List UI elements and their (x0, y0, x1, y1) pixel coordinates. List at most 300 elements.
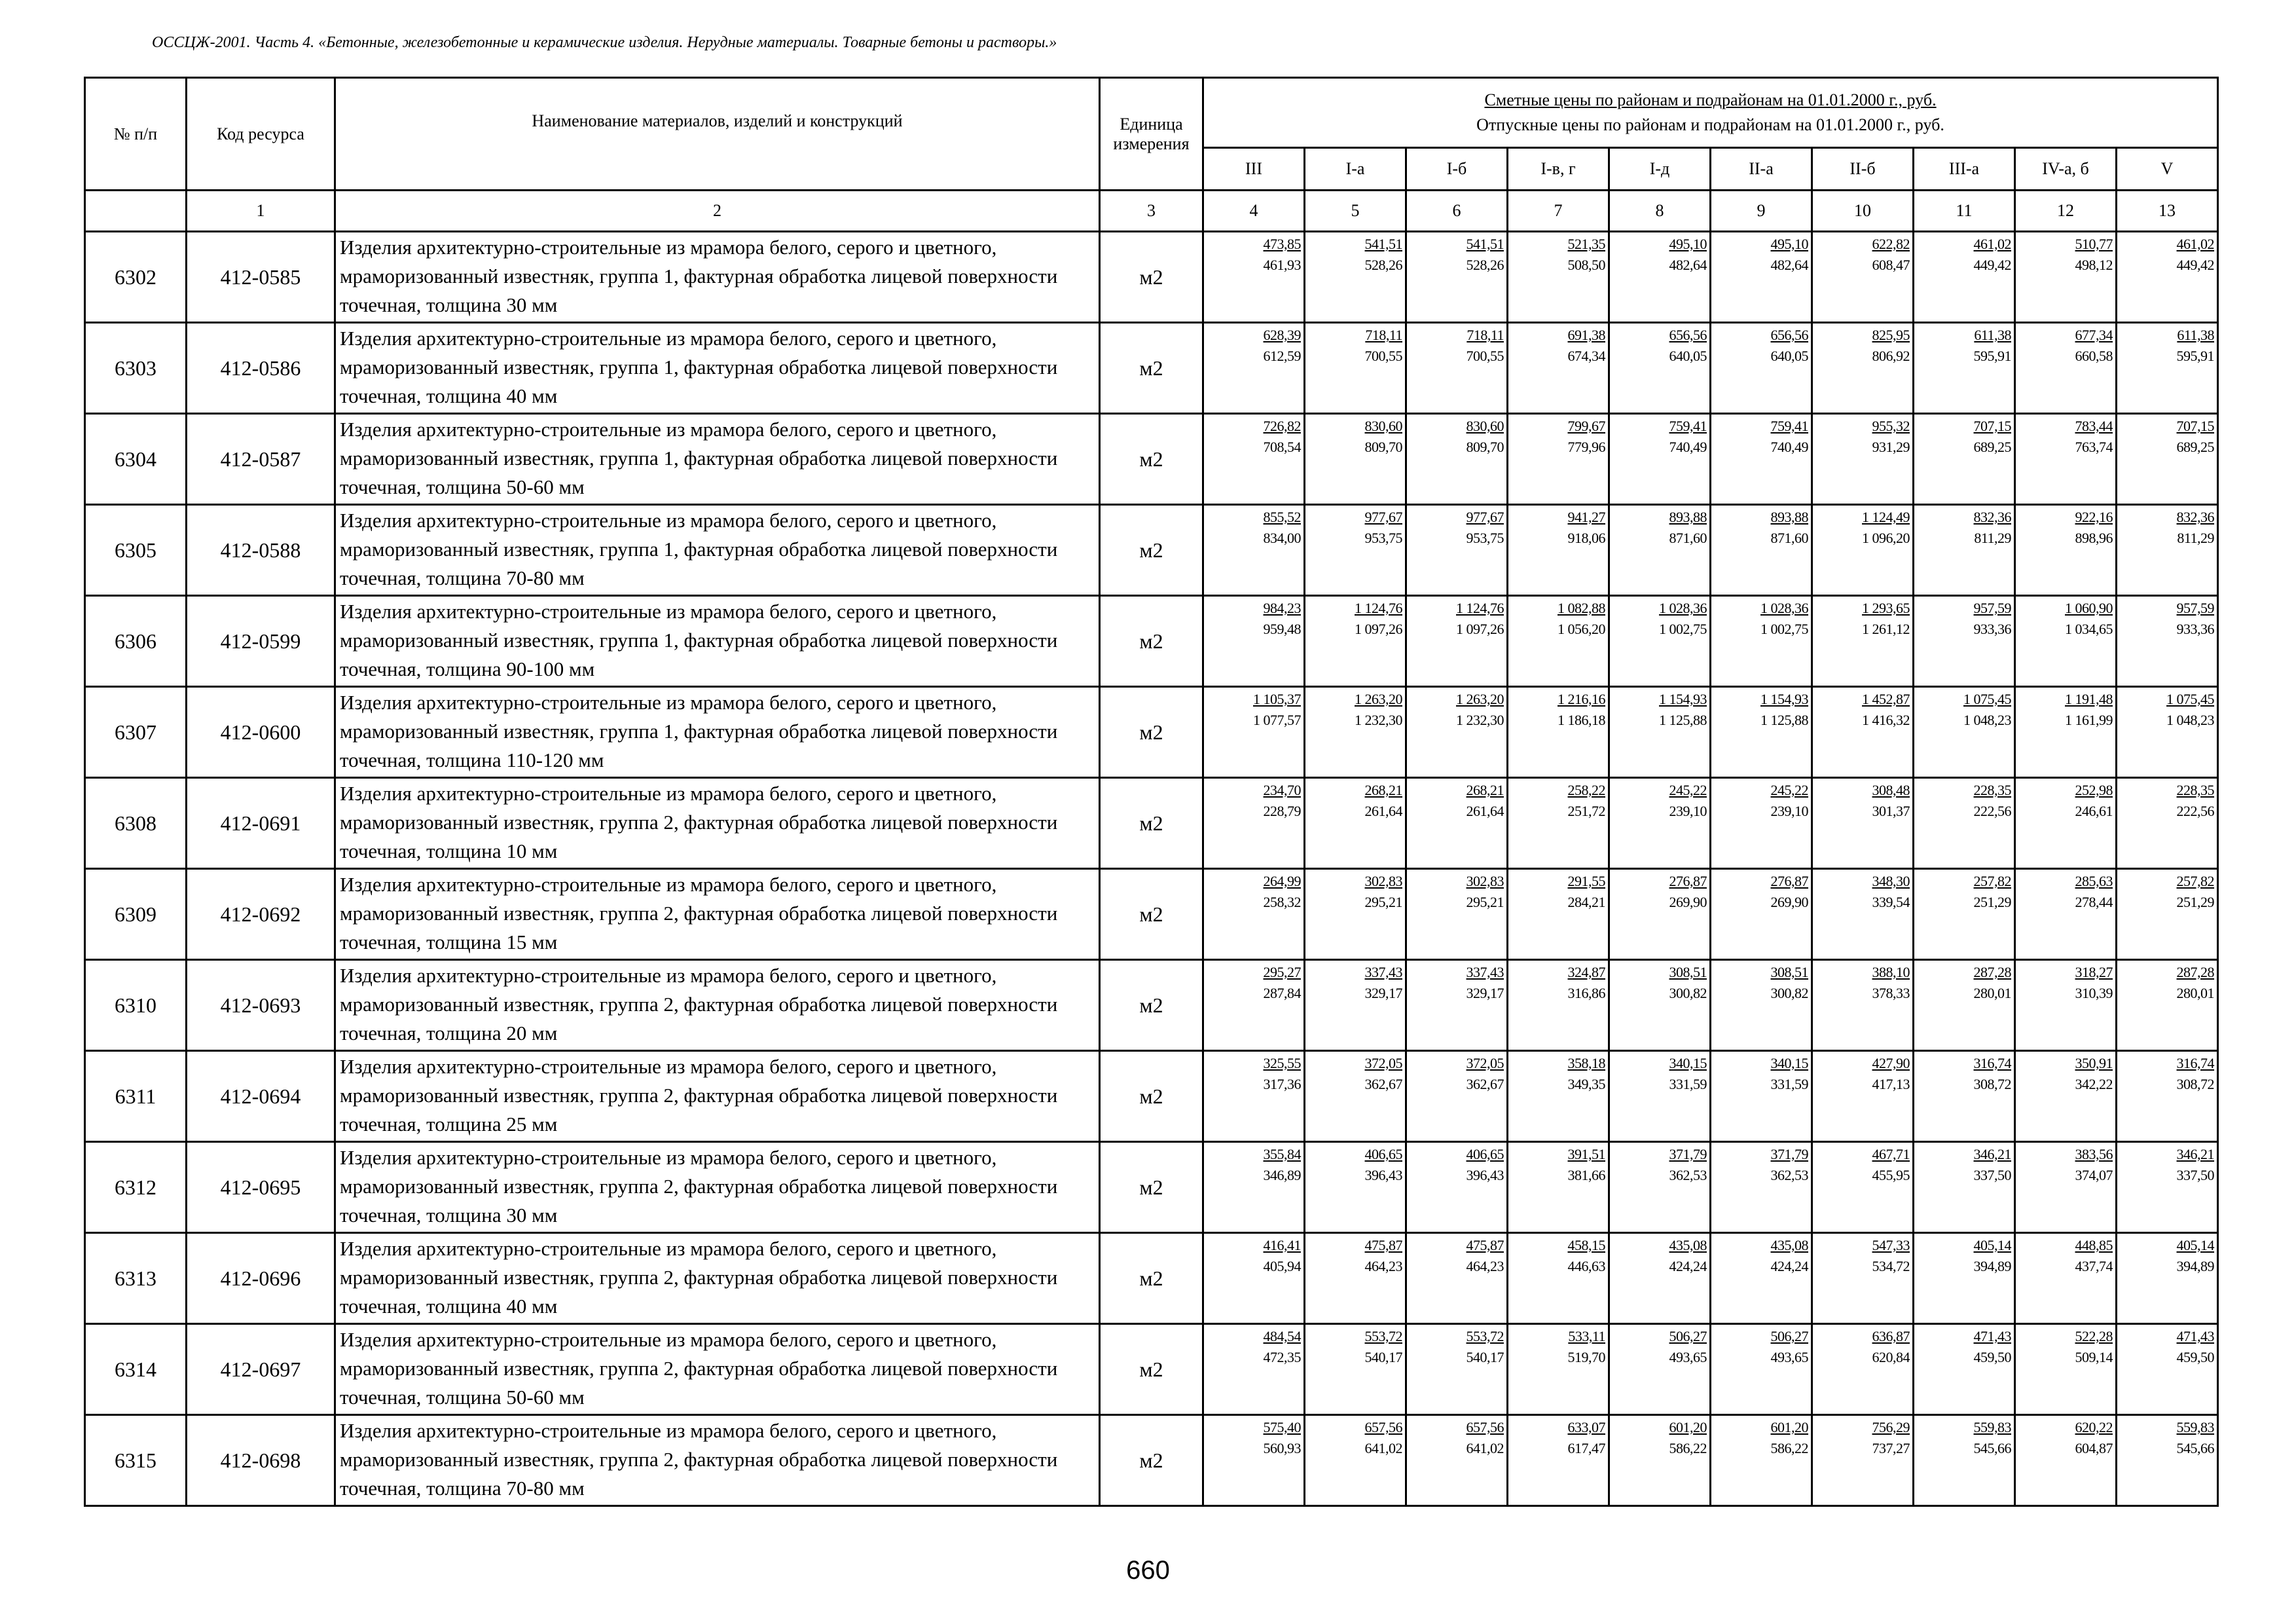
price-cell (2015, 1142, 2117, 1233)
table-row (85, 1233, 2218, 1324)
release-price: 809,70 (1466, 439, 1504, 455)
estimate-price: 461,02 (2176, 236, 2215, 252)
release-price: 1 034,65 (2065, 621, 2113, 637)
release-price: 1 232,30 (1355, 712, 1402, 728)
release-price: 586,22 (1770, 1440, 1808, 1456)
resource-code: 412-0599 (187, 596, 335, 687)
release-price: 482,64 (1770, 257, 1808, 273)
unit: м2 (1100, 960, 1203, 1051)
price-cell (2015, 323, 2117, 414)
estimate-price: 1 191,48 (2065, 691, 2113, 707)
price-cell (1203, 1142, 1305, 1233)
price-cell (1508, 323, 1609, 414)
price-cell (1711, 414, 1812, 505)
release-price: 953,75 (1364, 530, 1402, 546)
price-cell (2117, 505, 2218, 596)
header-region: II-б (1812, 148, 1914, 191)
price-cell (2015, 869, 2117, 960)
price-cell (2015, 1051, 2117, 1142)
estimate-price: 234,70 (1263, 782, 1301, 798)
estimate-price: 1 452,87 (1862, 691, 1910, 707)
release-price: 1 048,23 (1963, 712, 2011, 728)
estimate-price: 371,79 (1669, 1146, 1707, 1162)
price-cell (1406, 778, 1508, 869)
price-cell (2015, 687, 2117, 778)
estimate-price: 553,72 (1466, 1328, 1504, 1344)
price-cell (1609, 1051, 1711, 1142)
material-name: Изделия архитектурно-строительные из мрамора белого, серого и цветного, мраморизованный известняк, группа 1, фактурная обработка лицевой поверхности точечная, толщина 110-120 мм (335, 687, 1100, 778)
price-cell (1812, 960, 1914, 1051)
estimate-price: 427,90 (1872, 1055, 1910, 1071)
table-row (85, 505, 2218, 596)
estimate-price: 707,15 (2176, 418, 2215, 434)
estimate-price: 495,10 (1669, 236, 1707, 252)
price-cell (1609, 1324, 1711, 1415)
price-cell (2015, 414, 2117, 505)
release-price: 811,29 (1974, 530, 2011, 546)
table-row (85, 414, 2218, 505)
estimate-price: 383,56 (2075, 1146, 2113, 1162)
estimate-price: 830,60 (1364, 418, 1402, 434)
release-price: 641,02 (1364, 1440, 1402, 1456)
release-price: 959,48 (1263, 621, 1301, 637)
estimate-price: 308,51 (1669, 964, 1707, 980)
release-price: 871,60 (1770, 530, 1808, 546)
release-price: 396,43 (1364, 1167, 1402, 1183)
price-cell (1812, 1142, 1914, 1233)
column-number: 2 (335, 191, 1100, 232)
estimate-price: 388,10 (1872, 964, 1910, 980)
estimate-price: 257,82 (1973, 873, 2011, 889)
release-price: 1 261,12 (1862, 621, 1910, 637)
table-row (85, 1142, 2218, 1233)
estimate-price: 435,08 (1770, 1237, 1808, 1253)
estimate-price: 1 105,37 (1253, 691, 1301, 707)
material-name: Изделия архитектурно-строительные из мрамора белого, серого и цветного, мраморизованный известняк, группа 2, фактурная обработка лицевой поверхности точечная, толщина 10 мм (335, 778, 1100, 869)
estimate-price: 475,87 (1466, 1237, 1504, 1253)
price-cell (1609, 778, 1711, 869)
release-price: 464,23 (1364, 1258, 1402, 1274)
price-cell (1203, 1324, 1305, 1415)
price-cell (1305, 414, 1406, 505)
estimate-price: 799,67 (1567, 418, 1605, 434)
release-price: 449,42 (2176, 257, 2215, 273)
estimate-price: 348,30 (1872, 873, 1910, 889)
unit: м2 (1100, 869, 1203, 960)
release-price: 464,23 (1466, 1258, 1504, 1274)
release-price: 337,50 (1973, 1167, 2011, 1183)
price-cell (2015, 1415, 2117, 1506)
release-price: 251,72 (1567, 803, 1605, 819)
price-cell (1203, 323, 1305, 414)
price-cell (1711, 1233, 1812, 1324)
release-price: 461,93 (1263, 257, 1301, 273)
release-price: 931,29 (1872, 439, 1910, 455)
price-cell (1812, 323, 1914, 414)
price-cell (2117, 596, 2218, 687)
estimate-price: 258,22 (1567, 782, 1605, 798)
estimate-price: 325,55 (1263, 1055, 1301, 1071)
page-header-title: ОССЦЖ-2001. Часть 4. «Бетонные, железобетонные и керамические изделия. Нерудные материалы. Товарные бетоны и растворы.» (152, 34, 1057, 51)
estimate-price: 337,43 (1466, 964, 1504, 980)
estimate-price: 830,60 (1466, 418, 1504, 434)
price-cell (1508, 1415, 1609, 1506)
release-price: 331,59 (1669, 1076, 1707, 1092)
release-price: 700,55 (1466, 348, 1504, 364)
release-price: 222,56 (1973, 803, 2011, 819)
estimate-price: 318,27 (2075, 964, 2113, 980)
release-price: 405,94 (1263, 1258, 1301, 1274)
row-number: 6302 (85, 232, 187, 323)
estimate-price: 302,83 (1466, 873, 1504, 889)
price-cell (1812, 778, 1914, 869)
price-cell (1914, 869, 2015, 960)
price-cell (1812, 596, 1914, 687)
material-name: Изделия архитектурно-строительные из мрамора белого, серого и цветного, мраморизованный известняк, группа 1, фактурная обработка лицевой поверхности точечная, толщина 70-80 мм (335, 505, 1100, 596)
estimate-price: 832,36 (1973, 509, 2011, 525)
release-price: 346,89 (1263, 1167, 1301, 1183)
release-price: 1 186,18 (1558, 712, 1605, 728)
estimate-price: 893,88 (1770, 509, 1808, 525)
price-cell (1914, 1324, 2015, 1415)
release-price: 239,10 (1669, 803, 1707, 819)
price-cell (1914, 1051, 2015, 1142)
price-cell (2117, 778, 2218, 869)
material-name: Изделия архитектурно-строительные из мрамора белого, серого и цветного, мраморизованный известняк, группа 2, фактурная обработка лицевой поверхности точечная, толщина 30 мм (335, 1142, 1100, 1233)
estimate-price: 825,95 (1872, 327, 1910, 343)
price-cell (1914, 323, 2015, 414)
unit: м2 (1100, 1415, 1203, 1506)
column-number: 10 (1812, 191, 1914, 232)
estimate-price: 471,43 (2176, 1328, 2215, 1344)
header-name: Наименование материалов, изделий и конструкций (335, 78, 1100, 191)
release-price: 329,17 (1466, 985, 1504, 1001)
price-cell (1508, 414, 1609, 505)
column-number: 12 (2015, 191, 2117, 232)
estimate-price: 759,41 (1770, 418, 1808, 434)
release-price: 349,35 (1567, 1076, 1605, 1092)
release-price: 834,00 (1263, 530, 1301, 546)
price-cell (1711, 778, 1812, 869)
column-number: 11 (1914, 191, 2015, 232)
estimate-price: 759,41 (1669, 418, 1707, 434)
unit: м2 (1100, 596, 1203, 687)
price-cell (1711, 687, 1812, 778)
row-number: 6310 (85, 960, 187, 1051)
release-price: 228,79 (1263, 803, 1301, 819)
estimate-price: 575,40 (1263, 1419, 1301, 1435)
header-region: IV-а, б (2015, 148, 2117, 191)
estimate-price: 941,27 (1567, 509, 1605, 525)
material-name: Изделия архитектурно-строительные из мрамора белого, серого и цветного, мраморизованный известняк, группа 1, фактурная обработка лицевой поверхности точечная, толщина 30 мм (335, 232, 1100, 323)
price-cell (1203, 869, 1305, 960)
estimate-price: 1 075,45 (2166, 691, 2215, 707)
unit: м2 (1100, 1233, 1203, 1324)
estimate-price: 461,02 (1973, 236, 2011, 252)
price-cell (2015, 1233, 2117, 1324)
estimate-price: 475,87 (1364, 1237, 1402, 1253)
release-price: 493,65 (1669, 1349, 1707, 1365)
price-cell (1508, 1233, 1609, 1324)
estimate-price: 350,91 (2075, 1055, 2113, 1071)
price-cell (1406, 1051, 1508, 1142)
price-cell (1305, 1415, 1406, 1506)
price-cell (1609, 1142, 1711, 1233)
estimate-price: 268,21 (1364, 782, 1402, 798)
price-cell (2015, 596, 2117, 687)
estimate-price: 435,08 (1669, 1237, 1707, 1253)
price-cell (2117, 1415, 2218, 1506)
row-number: 6311 (85, 1051, 187, 1142)
price-cell (2015, 232, 2117, 323)
price-cell (2117, 232, 2218, 323)
release-price: 540,17 (1466, 1349, 1504, 1365)
row-number: 6306 (85, 596, 187, 687)
release-price: 455,95 (1872, 1167, 1910, 1183)
row-number: 6314 (85, 1324, 187, 1415)
price-cell (1812, 1051, 1914, 1142)
column-number: 5 (1305, 191, 1406, 232)
price-table (84, 77, 2219, 1507)
price-cell (1508, 1324, 1609, 1415)
column-number: 4 (1203, 191, 1305, 232)
price-cell (1508, 1051, 1609, 1142)
release-price: 437,74 (2075, 1258, 2113, 1274)
release-price: 251,29 (1973, 894, 2011, 910)
estimate-price: 1 060,90 (2065, 600, 2113, 616)
unit: м2 (1100, 1051, 1203, 1142)
estimate-price: 783,44 (2075, 418, 2113, 434)
resource-code: 412-0694 (187, 1051, 335, 1142)
estimate-price: 1 028,36 (1760, 600, 1808, 616)
resource-code: 412-0698 (187, 1415, 335, 1506)
release-price: 308,72 (1973, 1076, 2011, 1092)
release-price: 378,33 (1872, 985, 1910, 1001)
resource-code: 412-0600 (187, 687, 335, 778)
price-cell (1406, 1233, 1508, 1324)
table-row (85, 687, 2218, 778)
estimate-price: 405,14 (2176, 1237, 2215, 1253)
unit: м2 (1100, 1142, 1203, 1233)
estimate-price: 1 075,45 (1963, 691, 2011, 707)
release-price: 300,82 (1669, 985, 1707, 1001)
price-cell (1406, 414, 1508, 505)
price-cell (1305, 323, 1406, 414)
estimate-price: 346,21 (1973, 1146, 2011, 1162)
estimate-price: 276,87 (1770, 873, 1808, 889)
table-row (85, 1415, 2218, 1506)
estimate-price: 893,88 (1669, 509, 1707, 525)
estimate-price: 346,21 (2176, 1146, 2215, 1162)
release-price: 300,82 (1770, 985, 1808, 1001)
estimate-price: 541,51 (1364, 236, 1402, 252)
header-region: I-б (1406, 148, 1508, 191)
table-row (85, 778, 2218, 869)
material-name: Изделия архитектурно-строительные из мрамора белого, серого и цветного, мраморизованный известняк, группа 2, фактурная обработка лицевой поверхности точечная, толщина 25 мм (335, 1051, 1100, 1142)
estimate-price: 547,33 (1872, 1237, 1910, 1253)
release-price: 261,64 (1466, 803, 1504, 819)
release-price: 278,44 (2075, 894, 2113, 910)
price-cell (1812, 1233, 1914, 1324)
price-cell (1812, 414, 1914, 505)
price-cell (1203, 687, 1305, 778)
column-number: 7 (1508, 191, 1609, 232)
release-price: 417,13 (1872, 1076, 1910, 1092)
price-cell (2117, 1324, 2218, 1415)
estimate-price: 337,43 (1364, 964, 1402, 980)
release-price: 337,50 (2176, 1167, 2215, 1183)
release-price: 301,37 (1872, 803, 1910, 819)
estimate-price: 1 154,93 (1760, 691, 1808, 707)
estimate-price: 656,56 (1770, 327, 1808, 343)
resource-code: 412-0693 (187, 960, 335, 1051)
release-price: 528,26 (1466, 257, 1504, 273)
price-cell (1609, 596, 1711, 687)
price-cell (1508, 505, 1609, 596)
estimate-price: 601,20 (1669, 1419, 1707, 1435)
estimate-price: 287,28 (1973, 964, 2011, 980)
price-cell (1305, 1051, 1406, 1142)
release-price: 342,22 (2075, 1076, 2113, 1092)
price-cell (2117, 323, 2218, 414)
table-row (85, 323, 2218, 414)
estimate-price: 1 263,20 (1355, 691, 1402, 707)
release-price: 362,67 (1466, 1076, 1504, 1092)
material-name: Изделия архитектурно-строительные из мрамора белого, серого и цветного, мраморизованный известняк, группа 1, фактурная обработка лицевой поверхности точечная, толщина 40 мм (335, 323, 1100, 414)
estimate-price: 977,67 (1364, 509, 1402, 525)
estimate-price: 372,05 (1364, 1055, 1402, 1071)
material-name: Изделия архитектурно-строительные из мрамора белого, серого и цветного, мраморизованный известняк, группа 2, фактурная обработка лицевой поверхности точечная, толщина 40 мм (335, 1233, 1100, 1324)
estimate-price: 324,87 (1567, 964, 1605, 980)
estimate-price: 601,20 (1770, 1419, 1808, 1435)
row-number: 6308 (85, 778, 187, 869)
estimate-price: 268,21 (1466, 782, 1504, 798)
price-cell (2117, 414, 2218, 505)
release-price: 689,25 (1973, 439, 2011, 455)
price-cell (1406, 960, 1508, 1051)
release-price: 933,36 (1973, 621, 2011, 637)
release-price: 308,72 (2176, 1076, 2215, 1092)
estimate-price: 633,07 (1567, 1419, 1605, 1435)
estimate-price: 922,16 (2075, 509, 2113, 525)
price-cell (1508, 869, 1609, 960)
release-price: 540,17 (1364, 1349, 1402, 1365)
price-cell (1406, 1415, 1508, 1506)
price-cell (1711, 323, 1812, 414)
price-cell (1812, 1324, 1914, 1415)
header-unit: Единица измерения (1100, 78, 1203, 191)
material-name: Изделия архитектурно-строительные из мрамора белого, серого и цветного, мраморизованный известняк, группа 1, фактурная обработка лицевой поверхности точечная, толщина 90-100 мм (335, 596, 1100, 687)
release-price: 1 077,57 (1253, 712, 1301, 728)
release-price: 1 232,30 (1456, 712, 1504, 728)
estimate-price: 521,35 (1567, 236, 1605, 252)
estimate-price: 358,18 (1567, 1055, 1605, 1071)
unit: м2 (1100, 505, 1203, 596)
estimate-price: 257,82 (2176, 873, 2215, 889)
estimate-price: 1 124,76 (1355, 600, 1402, 616)
estimate-price: 458,15 (1567, 1237, 1605, 1253)
release-price: 280,01 (2176, 985, 2215, 1001)
release-price: 871,60 (1669, 530, 1707, 546)
release-price: 424,24 (1770, 1258, 1808, 1274)
release-price: 806,92 (1872, 348, 1910, 364)
column-number: 1 (187, 191, 335, 232)
estimate-price: 707,15 (1973, 418, 2011, 434)
release-price: 362,53 (1669, 1167, 1707, 1183)
estimate-price: 316,74 (2176, 1055, 2215, 1071)
estimate-price: 1 082,88 (1558, 600, 1605, 616)
release-price: 612,59 (1263, 348, 1301, 364)
material-name: Изделия архитектурно-строительные из мрамора белого, серого и цветного, мраморизованный известняк, группа 2, фактурная обработка лицевой поверхности точечная, толщина 20 мм (335, 960, 1100, 1051)
price-cell (2015, 960, 2117, 1051)
price-cell (1305, 1233, 1406, 1324)
release-price: 620,84 (1872, 1349, 1910, 1365)
estimate-price: 391,51 (1567, 1146, 1605, 1162)
estimate-price: 308,51 (1770, 964, 1808, 980)
estimate-price: 957,59 (1973, 600, 2011, 616)
estimate-price: 264,99 (1263, 873, 1301, 889)
estimate-price: 406,65 (1466, 1146, 1504, 1162)
release-price: 472,35 (1263, 1349, 1301, 1365)
estimate-price: 1 124,49 (1862, 509, 1910, 525)
estimate-price: 340,15 (1770, 1055, 1808, 1071)
estimate-price: 559,83 (2176, 1419, 2215, 1435)
estimate-price: 471,43 (1973, 1328, 2011, 1344)
price-cell (1305, 596, 1406, 687)
release-price: 287,84 (1263, 985, 1301, 1001)
estimate-price: 245,22 (1669, 782, 1707, 798)
release-price: 331,59 (1770, 1076, 1808, 1092)
unit: м2 (1100, 232, 1203, 323)
estimate-price: 522,28 (2075, 1328, 2113, 1344)
estimate-price: 718,11 (1365, 327, 1402, 343)
price-cell (2117, 1233, 2218, 1324)
price-cell (1406, 323, 1508, 414)
release-price: 737,27 (1872, 1440, 1910, 1456)
price-cell (1914, 1415, 2015, 1506)
estimate-price: 245,22 (1770, 782, 1808, 798)
estimate-price: 316,74 (1973, 1055, 2011, 1071)
release-price: 339,54 (1872, 894, 1910, 910)
estimate-price: 285,63 (2075, 873, 2113, 889)
price-cell (1508, 960, 1609, 1051)
price-cell (1609, 687, 1711, 778)
header-region: III-а (1914, 148, 2015, 191)
estimate-price: 228,35 (2176, 782, 2215, 798)
estimate-price: 1 154,93 (1659, 691, 1707, 707)
price-cell (1812, 687, 1914, 778)
row-number: 6315 (85, 1415, 187, 1506)
estimate-price: 302,83 (1364, 873, 1402, 889)
estimate-price: 295,27 (1263, 964, 1301, 980)
release-price: 362,67 (1364, 1076, 1402, 1092)
price-cell (1711, 505, 1812, 596)
price-cell (1406, 1142, 1508, 1233)
release-price: 586,22 (1669, 1440, 1707, 1456)
release-price: 779,96 (1567, 439, 1605, 455)
release-price: 222,56 (2176, 803, 2215, 819)
price-cell (1914, 687, 2015, 778)
price-cell (1406, 869, 1508, 960)
price-cell (2117, 687, 2218, 778)
release-price: 560,93 (1263, 1440, 1301, 1456)
release-price: 933,36 (2176, 621, 2215, 637)
estimate-price: 855,52 (1263, 509, 1301, 525)
price-cell (1406, 232, 1508, 323)
price-cell (1305, 960, 1406, 1051)
column-number: 8 (1609, 191, 1711, 232)
price-cell (1406, 1324, 1508, 1415)
